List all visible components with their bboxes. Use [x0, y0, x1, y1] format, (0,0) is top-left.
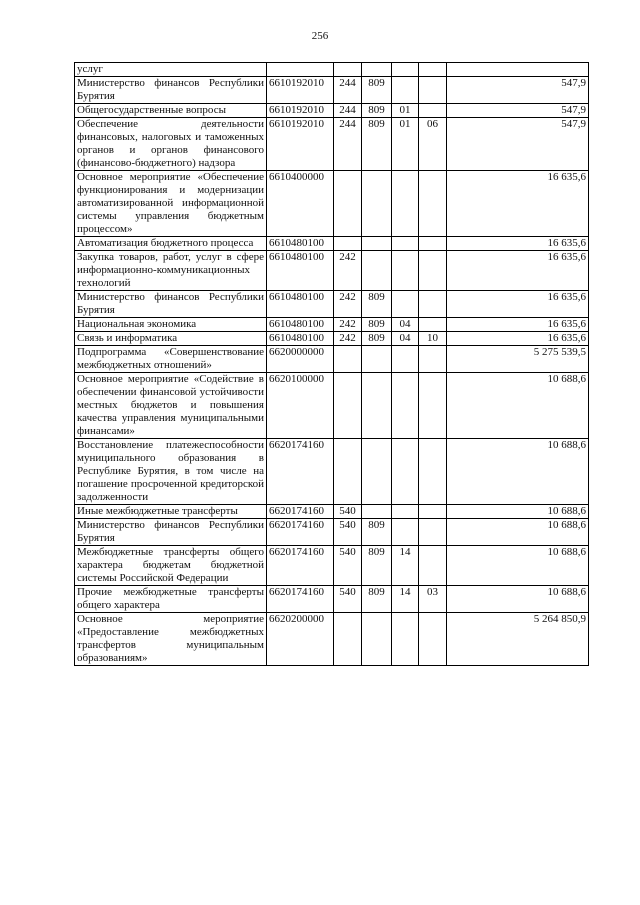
row-rz-cell	[392, 613, 419, 666]
row-rz-cell	[392, 63, 419, 77]
row-vr-cell: 244	[334, 118, 362, 171]
row-csr-cell: 6610480100	[267, 237, 334, 251]
row-sum-cell: 10 688,6	[447, 519, 589, 546]
row-csr-cell: 6620200000	[267, 613, 334, 666]
row-csr-cell	[267, 63, 334, 77]
row-sum-cell: 547,9	[447, 118, 589, 171]
row-name-cell: услуг	[75, 63, 267, 77]
row-pr-cell	[419, 171, 447, 237]
row-name-cell: Министерство финансов Республики Бурятия	[75, 519, 267, 546]
row-csr-cell: 6610480100	[267, 291, 334, 318]
row-vr-cell: 540	[334, 505, 362, 519]
row-csr-cell: 6610480100	[267, 332, 334, 346]
row-grbs-cell: 809	[362, 291, 392, 318]
row-grbs-cell: 809	[362, 104, 392, 118]
row-rz-cell: 04	[392, 318, 419, 332]
row-pr-cell	[419, 346, 447, 373]
row-pr-cell: 06	[419, 118, 447, 171]
row-name-cell: Общегосударственные вопросы	[75, 104, 267, 118]
row-name-cell: Министерство финансов Республики Бурятия	[75, 291, 267, 318]
row-grbs-cell	[362, 63, 392, 77]
row-grbs-cell: 809	[362, 318, 392, 332]
row-vr-cell: 540	[334, 546, 362, 586]
row-vr-cell: 540	[334, 586, 362, 613]
row-vr-cell: 540	[334, 519, 362, 546]
row-vr-cell	[334, 373, 362, 439]
row-pr-cell	[419, 318, 447, 332]
row-csr-cell: 6620000000	[267, 346, 334, 373]
table-row	[75, 77, 589, 104]
row-vr-cell: 244	[334, 104, 362, 118]
table-row	[75, 318, 589, 332]
table-row	[75, 118, 589, 171]
row-grbs-cell	[362, 346, 392, 373]
row-grbs-cell	[362, 171, 392, 237]
row-rz-cell: 01	[392, 104, 419, 118]
table-row	[75, 505, 589, 519]
row-sum-cell: 16 635,6	[447, 251, 589, 291]
row-rz-cell	[392, 251, 419, 291]
row-pr-cell	[419, 519, 447, 546]
row-rz-cell: 01	[392, 118, 419, 171]
row-name-cell: Подпрограмма «Совершенствование межбюджетных отношений»	[75, 346, 267, 373]
table-row	[75, 373, 589, 439]
table-row	[75, 291, 589, 318]
row-name-cell: Основное мероприятие «Предоставление межбюджетных трансфертов муниципальным образованиям»	[75, 613, 267, 666]
row-sum-cell: 16 635,6	[447, 291, 589, 318]
row-sum-cell: 16 635,6	[447, 237, 589, 251]
row-csr-cell: 6620174160	[267, 586, 334, 613]
row-grbs-cell	[362, 505, 392, 519]
row-vr-cell	[334, 439, 362, 505]
budget-table-body	[75, 63, 589, 666]
row-pr-cell	[419, 237, 447, 251]
row-pr-cell	[419, 291, 447, 318]
row-csr-cell: 6620174160	[267, 505, 334, 519]
row-rz-cell	[392, 171, 419, 237]
row-csr-cell: 6610480100	[267, 251, 334, 291]
table-row	[75, 439, 589, 505]
row-name-cell: Закупка товаров, работ, услуг в сфере информационно-коммуникационных технологий	[75, 251, 267, 291]
row-vr-cell	[334, 63, 362, 77]
table-row	[75, 519, 589, 546]
table-row	[75, 346, 589, 373]
row-name-cell: Межбюджетные трансферты общего характера бюджетам бюджетной системы Российской Федерации	[75, 546, 267, 586]
row-name-cell: Восстановление платежеспособности муниципального образования в Республике Бурятия, в том числе на погашение просроченной кредиторской задолженности	[75, 439, 267, 505]
row-vr-cell: 242	[334, 332, 362, 346]
row-vr-cell	[334, 237, 362, 251]
row-sum-cell: 5 264 850,9	[447, 613, 589, 666]
table-row	[75, 332, 589, 346]
row-sum-cell	[447, 63, 589, 77]
row-csr-cell: 6610192010	[267, 104, 334, 118]
row-name-cell: Обеспечение деятельности финансовых, налоговых и таможенных органов и органов финансового (финансово-бюджетного) надзора	[75, 118, 267, 171]
row-csr-cell: 6610192010	[267, 118, 334, 171]
row-sum-cell: 16 635,6	[447, 332, 589, 346]
row-sum-cell: 10 688,6	[447, 586, 589, 613]
row-pr-cell	[419, 439, 447, 505]
table-row	[75, 104, 589, 118]
row-rz-cell	[392, 291, 419, 318]
row-pr-cell	[419, 63, 447, 77]
row-csr-cell: 6620174160	[267, 439, 334, 505]
row-name-cell: Национальная экономика	[75, 318, 267, 332]
row-grbs-cell: 809	[362, 586, 392, 613]
row-rz-cell: 04	[392, 332, 419, 346]
row-grbs-cell: 809	[362, 519, 392, 546]
row-pr-cell	[419, 505, 447, 519]
row-sum-cell: 10 688,6	[447, 373, 589, 439]
row-vr-cell: 244	[334, 77, 362, 104]
row-pr-cell	[419, 251, 447, 291]
row-name-cell: Иные межбюджетные трансферты	[75, 505, 267, 519]
row-rz-cell	[392, 519, 419, 546]
row-name-cell: Прочие межбюджетные трансферты общего характера	[75, 586, 267, 613]
row-pr-cell	[419, 373, 447, 439]
table-row	[75, 251, 589, 291]
row-grbs-cell: 809	[362, 546, 392, 586]
row-csr-cell: 6620174160	[267, 546, 334, 586]
row-pr-cell	[419, 613, 447, 666]
row-csr-cell: 6620100000	[267, 373, 334, 439]
row-name-cell: Министерство финансов Республики Бурятия	[75, 77, 267, 104]
row-vr-cell	[334, 346, 362, 373]
row-grbs-cell	[362, 251, 392, 291]
row-name-cell: Связь и информатика	[75, 332, 267, 346]
row-sum-cell: 10 688,6	[447, 439, 589, 505]
row-rz-cell	[392, 77, 419, 104]
row-vr-cell	[334, 171, 362, 237]
row-csr-cell: 6610480100	[267, 318, 334, 332]
row-grbs-cell: 809	[362, 118, 392, 171]
row-sum-cell: 16 635,6	[447, 171, 589, 237]
row-vr-cell: 242	[334, 318, 362, 332]
row-sum-cell: 547,9	[447, 104, 589, 118]
row-sum-cell: 16 635,6	[447, 318, 589, 332]
row-csr-cell: 6610400000	[267, 171, 334, 237]
row-pr-cell	[419, 546, 447, 586]
table-row	[75, 613, 589, 666]
row-sum-cell: 547,9	[447, 77, 589, 104]
row-grbs-cell: 809	[362, 77, 392, 104]
row-name-cell: Основное мероприятие «Содействие в обеспечении финансовой устойчивости местных бюджетов и повышения качества управления муниципальными финансами»	[75, 373, 267, 439]
row-sum-cell: 5 275 539,5	[447, 346, 589, 373]
row-rz-cell: 14	[392, 546, 419, 586]
row-csr-cell: 6620174160	[267, 519, 334, 546]
page-number: 256	[311, 30, 329, 42]
row-grbs-cell	[362, 237, 392, 251]
row-rz-cell	[392, 237, 419, 251]
row-sum-cell: 10 688,6	[447, 505, 589, 519]
row-name-cell: Основное мероприятие «Обеспечение функционирования и модернизации автоматизированной информационной системы управления бюджетным процессом»	[75, 171, 267, 237]
row-rz-cell: 14	[392, 586, 419, 613]
row-rz-cell	[392, 346, 419, 373]
row-rz-cell	[392, 439, 419, 505]
row-grbs-cell	[362, 373, 392, 439]
row-sum-cell: 10 688,6	[447, 546, 589, 586]
table-row	[75, 586, 589, 613]
row-rz-cell	[392, 505, 419, 519]
row-pr-cell	[419, 77, 447, 104]
row-grbs-cell	[362, 613, 392, 666]
row-pr-cell: 03	[419, 586, 447, 613]
row-csr-cell: 6610192010	[267, 77, 334, 104]
table-row	[75, 546, 589, 586]
row-grbs-cell	[362, 439, 392, 505]
row-pr-cell: 10	[419, 332, 447, 346]
row-vr-cell	[334, 613, 362, 666]
row-vr-cell: 242	[334, 251, 362, 291]
table-row	[75, 237, 589, 251]
row-pr-cell	[419, 104, 447, 118]
row-vr-cell: 242	[334, 291, 362, 318]
row-grbs-cell: 809	[362, 332, 392, 346]
table-row	[75, 63, 589, 77]
row-name-cell: Автоматизация бюджетного процесса	[75, 237, 267, 251]
table-row	[75, 171, 589, 237]
row-rz-cell	[392, 373, 419, 439]
budget-table	[74, 62, 589, 666]
